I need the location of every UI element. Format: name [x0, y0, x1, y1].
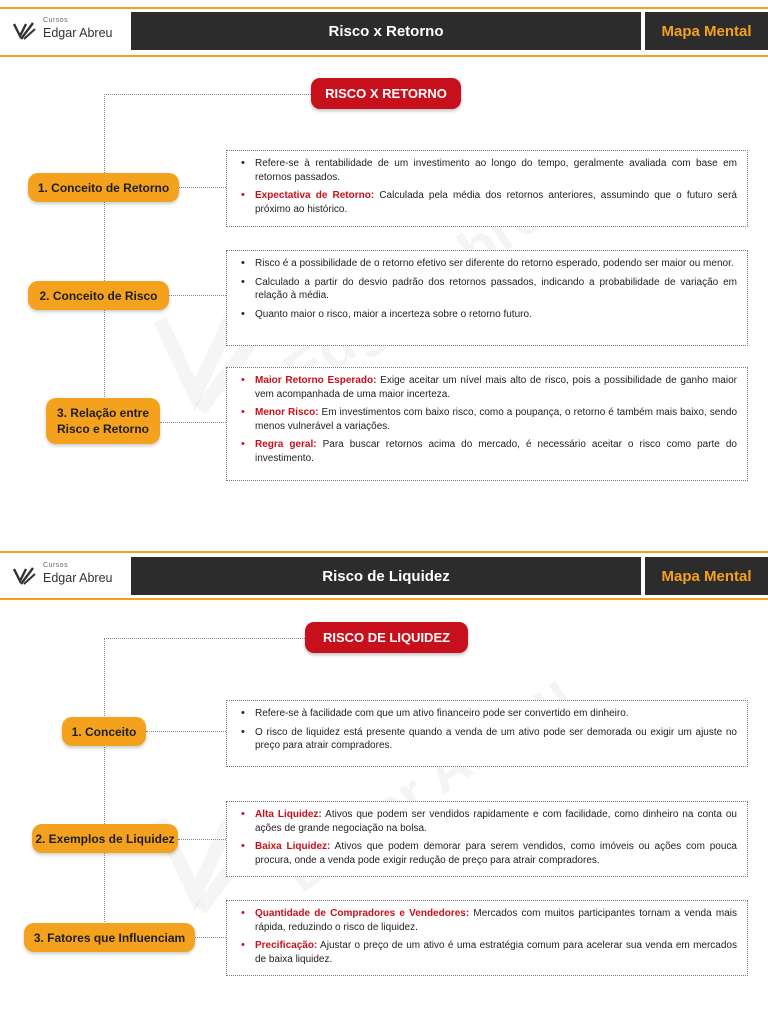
node-exemplos-liquidez: 2. Exemplos de Liquidez	[32, 824, 178, 853]
bullet-text: Quanto maior o risco, maior a incerteza sobre o retorno futuro.	[255, 308, 532, 320]
bullet-text: Exige aceitar um nível mais alto de risco, pois a possibilidade de ganho maior vem acompanhada de uma maior incerteza.	[255, 375, 737, 400]
bullet-item	[239, 189, 737, 216]
brand-small-text: Cursos	[43, 17, 69, 24]
brand-name: Edgar Abreu	[43, 26, 113, 40]
bullet-item	[239, 374, 737, 401]
section-risco-retorno	[0, 0, 768, 500]
node-label-line: 3. Relação entre	[56, 406, 150, 420]
box-exemplos-liquidez	[226, 801, 748, 877]
bullet-item	[239, 939, 737, 966]
page-title: Risco x Retorno	[131, 12, 641, 50]
bullet-text: Em investimentos com baixo risco, como a poupança, o retorno é também mais baixo, sendo menos vulnerável a variações.	[255, 407, 737, 432]
bullet-item	[239, 276, 737, 303]
connector	[160, 422, 226, 423]
edgar-abreu-logo-icon	[12, 565, 36, 587]
brand-logo	[0, 12, 128, 50]
main-topic: RISCO DE LIQUIDEZ	[305, 622, 468, 653]
bullet-text: Refere-se à facilidade com que um ativo financeiro pode ser convertido em dinheiro.	[255, 708, 629, 719]
bullet-keyword: Menor Risco:	[255, 407, 319, 418]
connector	[104, 94, 311, 95]
node-conceito-retorno: 1. Conceito de Retorno	[28, 173, 179, 202]
bullet-text: Para buscar retornos acima do mercado, é necessário aceitar o risco como parte do investimento.	[255, 439, 737, 464]
bullet-text: Calculado a partir do desvio padrão dos retornos passados, indicando a probabilidade de variação em relação à média.	[255, 276, 737, 301]
main-topic: RISCO X RETORNO	[311, 78, 461, 109]
bullet-item	[239, 438, 737, 465]
bullet-item	[239, 308, 737, 322]
bullet-item	[239, 840, 737, 867]
connector	[146, 731, 226, 732]
bullet-keyword: Precificação:	[255, 940, 318, 951]
connector	[104, 94, 105, 419]
bullet-item	[239, 257, 737, 271]
bullet-item	[239, 907, 737, 934]
bullet-keyword: Expectativa de Retorno:	[255, 190, 375, 201]
header	[0, 12, 768, 50]
node-fatores-influenciam: 3. Fatores que Influenciam	[24, 923, 195, 952]
header	[0, 557, 768, 595]
bullet-item	[239, 707, 737, 721]
bullet-keyword: Quantidade de Compradores e Vendedores:	[255, 908, 470, 919]
connector	[104, 638, 305, 639]
bullet-text: Risco é a possibilidade de o retorno efetivo ser diferente do retorno esperado, podendo ser maior ou menor.	[255, 258, 734, 269]
connector	[104, 638, 105, 938]
mapa-mental-tag: Mapa Mental	[645, 557, 768, 595]
box-conceito	[226, 700, 748, 767]
bullet-text: Refere-se à rentabilidade de um investimento ao longo do tempo, geralmente avaliada com base em retornos passados.	[255, 158, 737, 183]
node-conceito: 1. Conceito	[62, 717, 146, 746]
bullet-text: Mercados com muitos participantes tornam a venda mais rápida, reduzindo o risco de liquidez.	[255, 908, 737, 933]
bullet-item	[239, 157, 737, 184]
mapa-mental-tag: Mapa Mental	[645, 12, 768, 50]
header-top-line	[0, 7, 768, 9]
bullet-keyword: Baixa Liquidez:	[255, 841, 331, 852]
box-conceito-retorno	[226, 150, 748, 227]
bullet-text: Ativos que podem demorar para serem vendidos, como imóveis ou ações com pouca procura, onde a venda pode exigir redução de preço para atrair compradores.	[255, 841, 737, 866]
node-relacao-risco-retorno	[46, 398, 160, 444]
edgar-abreu-logo-icon	[12, 20, 36, 42]
bullet-text: Calculada pela média dos retornos anteriores, assumindo que o futuro será próximo ao histórico.	[255, 190, 737, 215]
bullet-text: Ativos que podem ser vendidos rapidamente e com facilidade, como dinheiro na conta ou ações de grande negociação na bolsa.	[255, 809, 737, 834]
node-label-line: Risco e Retorno	[56, 422, 149, 436]
box-conceito-risco	[226, 250, 748, 346]
section-risco-liquidez	[0, 550, 768, 1024]
box-relacao-risco-retorno	[226, 367, 748, 481]
bullet-text: Ajustar o preço de um ativo é uma estratégia comum para acelerar sua venda em mercados de baixa liquidez.	[255, 940, 737, 965]
bullet-keyword: Alta Liquidez:	[255, 809, 322, 820]
bullet-keyword: Regra geral:	[255, 439, 317, 450]
bullet-keyword: Maior Retorno Esperado:	[255, 375, 377, 386]
brand-name: Edgar Abreu	[43, 571, 113, 585]
header-bottom-line	[0, 598, 768, 600]
bullet-text: O risco de liquidez está presente quando a venda de um ativo pode ser demorada ou exigir um ajuste no preço para atrair compradores.	[255, 726, 737, 751]
header-top-line	[0, 551, 768, 553]
brand-small-text: Cursos	[43, 562, 69, 569]
bullet-item	[239, 726, 737, 753]
connector	[195, 937, 226, 938]
header-bottom-line	[0, 55, 768, 57]
page-title: Risco de Liquidez	[131, 557, 641, 595]
bullet-item	[239, 808, 737, 835]
brand-logo	[0, 557, 128, 595]
node-conceito-risco: 2. Conceito de Risco	[28, 281, 169, 310]
bullet-item	[239, 406, 737, 433]
connector	[168, 295, 226, 296]
connector	[178, 839, 226, 840]
box-fatores-influenciam	[226, 900, 748, 976]
